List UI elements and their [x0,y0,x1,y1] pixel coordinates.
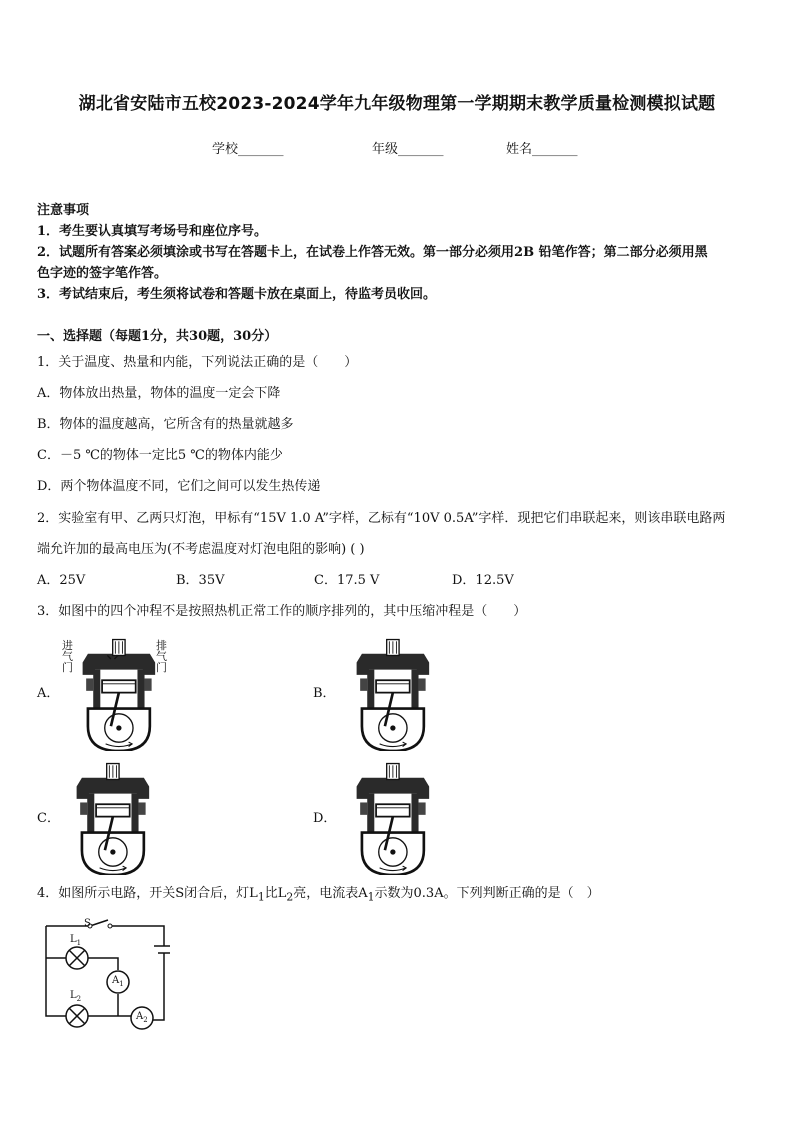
name-field: 姓名_______ [506,142,578,157]
engine-figure-b [332,636,452,751]
q3-label-b: B． [313,686,336,701]
circuit-diagram [38,918,170,1030]
engine-figure-c [52,760,172,875]
q1-option-b: B．物体的温度越高，它所含有的热量就越多 [37,417,294,432]
q2-option-b: B．35V [176,573,225,588]
notice-heading: 注意事项 [37,203,90,218]
q2-option-c: C．17.5 V [314,573,380,588]
notice-item-3: 3．考试结束后，考生须将试卷和答题卡放在桌面上，待监考员收回。 [37,287,437,302]
q2-option-a: A．25V [37,573,86,588]
notice-item-2: 2．试题所有答案必须填涂或书写在答题卡上，在试卷上作答无效。第一部分必须用2B 铅笔作答；第二部分必须用黑 [37,245,708,260]
grade-field: 年级_______ [372,142,444,157]
section-heading: 一、选择题（每题1分，共30题，30分） [37,329,278,344]
q2-stem-line2: 端允许加的最高电压为(不考虑温度对灯泡电阻的影响) ( ) [37,542,365,557]
q3-label-c: C． [37,811,60,826]
ammeter1-label: $A_1$ [112,975,124,988]
q1-option-a: A．物体放出热量，物体的温度一定会下降 [37,386,281,401]
q2-option-d: D．12.5V [452,573,514,588]
q1-stem: 1．关于温度、热量和内能，下列说法正确的是（ ） [37,355,358,370]
q3-label-a: A． [37,686,60,701]
q4-stem: 4．如图所示电路，开关S闭合后，灯$L_1$比$L_2$亮，电流表$A_1$示数为0.3A。下列判断正确的是（ ） [37,886,600,904]
switch-label: S [84,918,91,929]
q3-stem: 3．如图中的四个冲程不是按照热机正常工作的顺序排列的，其中压缩冲程是（ ） [37,604,527,619]
q1-option-d: D．两个物体温度不同，它们之间可以发生热传递 [37,479,321,494]
engine-figure-d [332,760,452,875]
notice-item-1: 1．考生要认真填写考场号和座位序号。 [37,224,268,239]
page-title: 湖北省安陆市五校2023-2024学年九年级物理第一学期期末教学质量检测模拟试题 [78,94,716,114]
lamp1-label: $L_1$ [70,934,82,947]
intake-valve-label: 进 气 门 [62,639,73,674]
school-field: 学校_______ [212,142,284,157]
q2-stem-line1: 2．实验室有甲、乙两只灯泡，甲标有“15V 1.0 A”字样，乙标有“10V 0.5A”字样．现把它们串联起来，则该串联电路两 [37,511,726,526]
exhaust-valve-label: 排 气 门 [156,639,167,674]
lamp2-label: $L_2$ [70,990,82,1003]
notice-item-2-cont: 色字迹的签字笔作答。 [37,266,168,281]
ammeter2-label: $A_2$ [136,1011,148,1024]
q1-option-c: C．－5 ℃的物体一定比5 ℃的物体内能少 [37,448,283,463]
q3-label-d: D． [313,811,337,826]
